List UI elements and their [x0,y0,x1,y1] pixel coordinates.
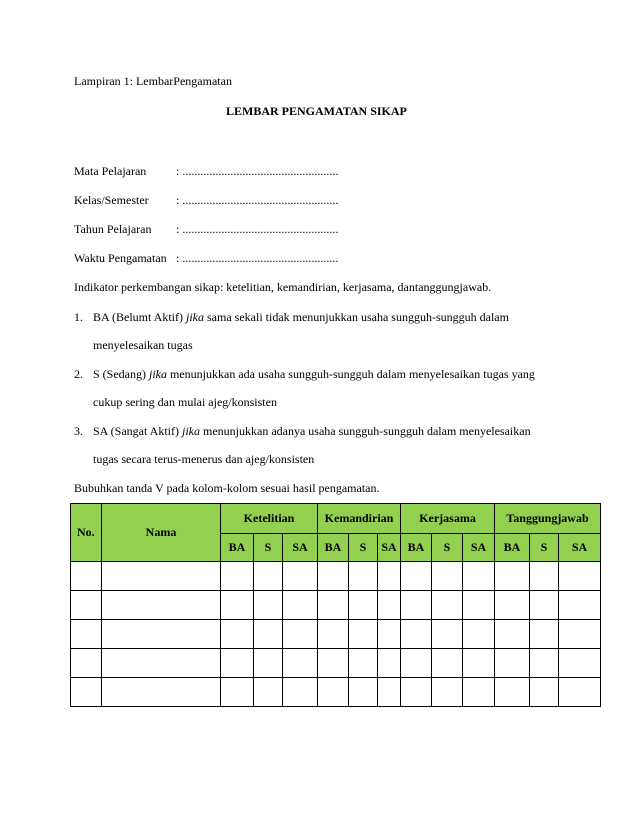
cell-mark[interactable] [254,649,283,678]
page-title: LEMBAR PENGAMATAN SIKAP [226,104,407,118]
subcol-sa: SA [463,534,495,562]
cell-mark[interactable] [349,562,378,591]
subcol-s: S [349,534,378,562]
cell-mark[interactable] [349,678,378,707]
cell-mark[interactable] [221,620,254,649]
cell-no[interactable] [71,649,102,678]
criteria-1-rest: sama sekali tidak menunjukkan usaha sungguh-sungguh dalam [207,310,509,324]
cell-mark[interactable] [495,591,530,620]
cell-mark[interactable] [401,649,432,678]
subcol-sa: SA [378,534,401,562]
cell-mark[interactable] [401,620,432,649]
attachment-label: Lampiran 1: LembarPengamatan [74,74,232,88]
table-row [71,562,601,591]
col-group-tanggungjawab: Tanggungjawab [495,504,601,534]
subcol-ba: BA [318,534,349,562]
cell-mark[interactable] [495,620,530,649]
cell-name[interactable] [102,591,221,620]
cell-mark[interactable] [318,620,349,649]
criteria-1-number: 1. [74,310,83,324]
cell-name[interactable] [102,620,221,649]
table-row [71,591,601,620]
cell-mark[interactable] [432,620,463,649]
cell-mark[interactable] [530,562,559,591]
subcol-s: S [254,534,283,562]
col-group-kemandirian: Kemandirian [318,504,401,534]
cell-mark[interactable] [318,678,349,707]
field-value-class-semester: : .................................................... [176,193,339,207]
cell-mark[interactable] [283,562,318,591]
subcol-ba: BA [495,534,530,562]
criteria-2-jika: jika [149,367,167,381]
subcol-sa: SA [559,534,601,562]
subcol-s: S [432,534,463,562]
criteria-3-code: SA (Sangat Aktif) [93,424,179,438]
cell-mark[interactable] [283,591,318,620]
cell-mark[interactable] [378,678,401,707]
cell-mark[interactable] [378,620,401,649]
cell-mark[interactable] [378,649,401,678]
cell-mark[interactable] [463,562,495,591]
cell-mark[interactable] [349,591,378,620]
field-label-school-year: Tahun Pelajaran [74,222,152,236]
cell-no[interactable] [71,678,102,707]
cell-mark[interactable] [401,591,432,620]
criteria-2-line2: cukup sering dan mulai ajeg/konsisten [93,395,277,409]
subcol-sa: SA [283,534,318,562]
col-group-ketelitian: Ketelitian [221,504,318,534]
cell-mark[interactable] [283,649,318,678]
instruction-text: Bubuhkan tanda V pada kolom-kolom sesuai hasil pengamatan. [74,481,380,495]
criteria-3-number: 3. [74,424,83,438]
table-header-row [71,504,601,534]
criteria-3-line2: tugas secara terus-menerus dan ajeg/konsisten [93,452,315,466]
criteria-1-jika: jika [186,310,204,324]
cell-name[interactable] [102,649,221,678]
cell-no[interactable] [71,620,102,649]
cell-mark[interactable] [463,620,495,649]
cell-no[interactable] [71,591,102,620]
cell-mark[interactable] [463,591,495,620]
col-header-no: No. [71,504,102,562]
cell-mark[interactable] [221,649,254,678]
cell-mark[interactable] [349,620,378,649]
cell-mark[interactable] [401,678,432,707]
cell-mark[interactable] [495,562,530,591]
cell-mark[interactable] [559,678,601,707]
subcol-s: S [530,534,559,562]
cell-mark[interactable] [254,678,283,707]
field-label-class-semester: Kelas/Semester [74,193,149,207]
cell-name[interactable] [102,678,221,707]
cell-mark[interactable] [530,620,559,649]
cell-mark[interactable] [318,562,349,591]
cell-mark[interactable] [463,678,495,707]
col-group-kerjasama: Kerjasama [401,504,495,534]
criteria-3-line1 [93,424,531,438]
cell-mark[interactable] [463,649,495,678]
cell-mark[interactable] [221,562,254,591]
table-row [71,678,601,707]
criteria-1-line2: menyelesaikan tugas [93,338,193,352]
cell-mark[interactable] [378,591,401,620]
field-value-school-year: : .................................................... [176,222,339,236]
subcol-ba: BA [401,534,432,562]
cell-mark[interactable] [559,562,601,591]
criteria-2-code: S (Sedang) [93,367,146,381]
cell-mark[interactable] [283,678,318,707]
field-value-subject: : .................................................... [176,164,339,178]
cell-mark[interactable] [530,649,559,678]
criteria-1-line1 [93,310,509,324]
criteria-3-rest: menunjukkan adanya usaha sungguh-sungguh dalam menyelesaikan [203,424,531,438]
field-label-subject: Mata Pelajaran [74,164,147,178]
cell-mark[interactable] [221,591,254,620]
cell-mark[interactable] [318,649,349,678]
cell-mark[interactable] [432,591,463,620]
cell-mark[interactable] [530,591,559,620]
cell-mark[interactable] [559,591,601,620]
cell-mark[interactable] [349,649,378,678]
cell-mark[interactable] [559,649,601,678]
table-row [71,649,601,678]
cell-mark[interactable] [254,620,283,649]
cell-mark[interactable] [378,562,401,591]
cell-mark[interactable] [432,562,463,591]
col-header-name: Nama [102,504,221,562]
criteria-1-code: BA (Belumt Aktif) [93,310,183,324]
cell-mark[interactable] [530,678,559,707]
observation-table [70,503,601,707]
cell-mark[interactable] [283,620,318,649]
criteria-2-rest: menunjukkan ada usaha sungguh-sungguh dalam menyelesaikan tugas yang [170,367,535,381]
cell-mark[interactable] [495,649,530,678]
criteria-3-jika: jika [182,424,200,438]
cell-mark[interactable] [495,678,530,707]
subcol-ba: BA [221,534,254,562]
criteria-2-line1 [93,367,535,381]
cell-mark[interactable] [432,649,463,678]
table-body [71,562,601,707]
cell-mark[interactable] [318,591,349,620]
indicator-text: Indikator perkembangan sikap: ketelitian, kemandirian, kerjasama, dantanggungjawab. [74,280,492,294]
cell-mark[interactable] [254,591,283,620]
criteria-2-number: 2. [74,367,83,381]
cell-mark[interactable] [432,678,463,707]
cell-name[interactable] [102,562,221,591]
cell-no[interactable] [71,562,102,591]
cell-mark[interactable] [221,678,254,707]
cell-mark[interactable] [254,562,283,591]
table-row [71,620,601,649]
cell-mark[interactable] [559,620,601,649]
field-value-observation-time: : .................................................... [176,251,339,265]
field-label-observation-time: Waktu Pengamatan [74,251,167,265]
cell-mark[interactable] [401,562,432,591]
